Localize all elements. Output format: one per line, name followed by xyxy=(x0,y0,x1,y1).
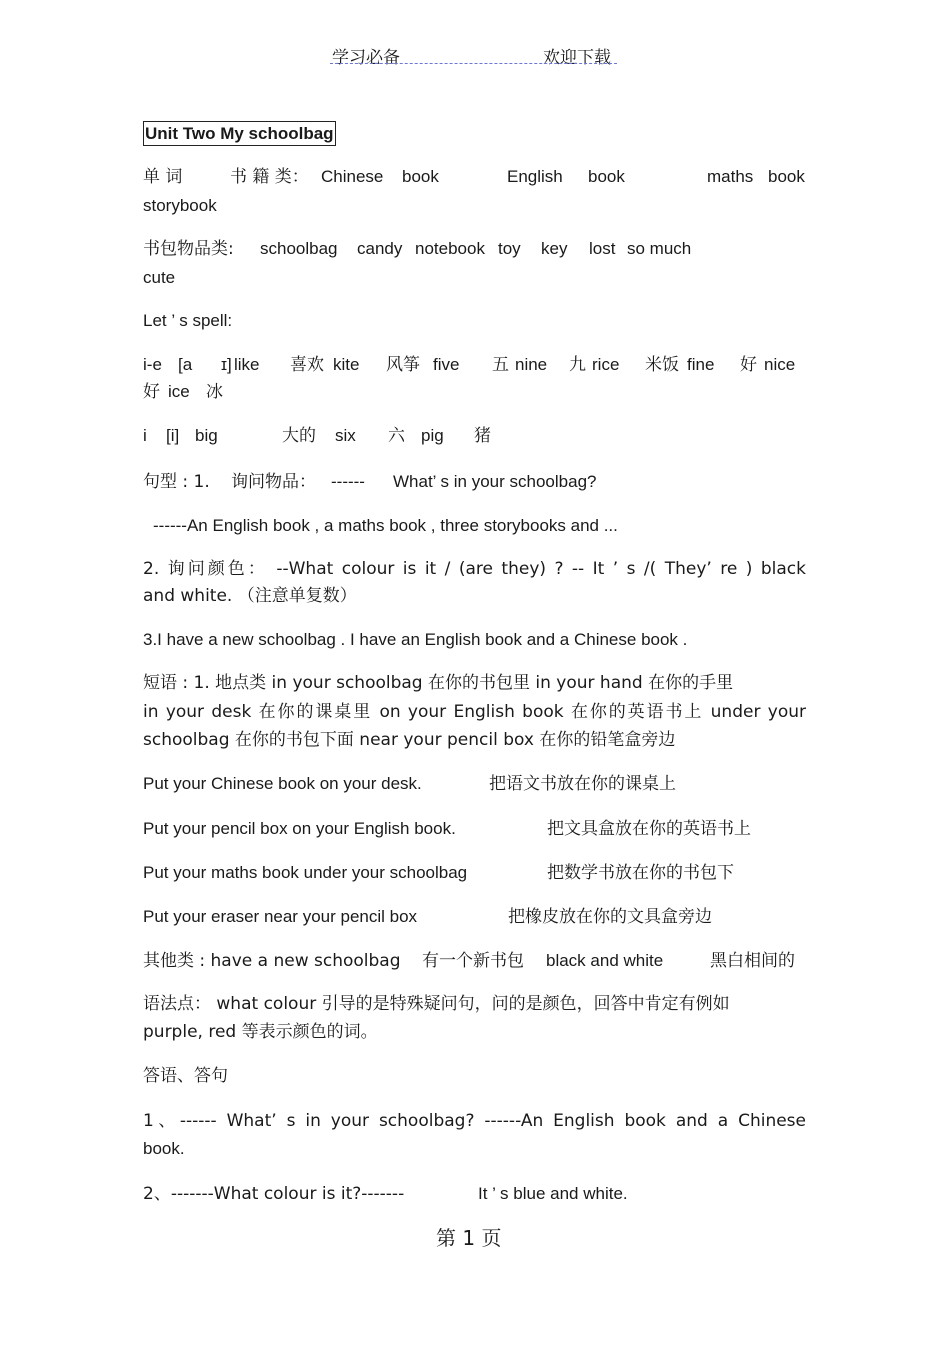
page-number: 第 1 页 xyxy=(436,1226,502,1250)
others-label: 其他类 : have a new schoolbag xyxy=(143,951,401,971)
phonics-meaning: 喜欢 xyxy=(290,355,324,375)
phonics-meaning: 米饭 xyxy=(645,355,679,375)
phonics-meaning: 好 xyxy=(143,382,160,402)
answers-heading: 答语、答句 xyxy=(143,1066,228,1086)
vocab-word: book xyxy=(402,167,439,186)
phonics-ipa: ɪ] xyxy=(221,355,232,374)
sentence-label: 句型 : 1. xyxy=(143,472,210,492)
command-english: Put your maths book under your schoolbag xyxy=(143,863,468,882)
sentence-dash: ------ xyxy=(331,472,365,491)
answer-line: book. xyxy=(143,1139,185,1158)
others-meaning: 有一个新书包 xyxy=(422,951,524,971)
header-left-text: 学习必备 xyxy=(332,48,400,68)
vocab-word: book xyxy=(588,167,625,186)
bag-item: candy xyxy=(357,239,403,258)
header-divider xyxy=(330,63,617,64)
phrases-line: in your desk 在你的课桌里 on your English book 在你的英语书上 under your xyxy=(143,702,806,722)
phonics-ipa: [i] xyxy=(166,426,180,445)
others-meaning: 黑白相间的 xyxy=(710,951,795,971)
page-title: Unit Two My schoolbag xyxy=(143,121,336,146)
sentence-type: 询问物品： xyxy=(231,472,316,492)
grammar-line: 语法点： what colour 引导的是特殊疑问句，问的是颜色，回答中肯定有例如 xyxy=(143,994,730,1014)
bag-item: toy xyxy=(498,239,521,258)
command-english: Put your Chinese book on your desk. xyxy=(143,774,422,793)
phonics-meaning: 九 xyxy=(569,355,586,375)
command-chinese: 把数学书放在你的书包下 xyxy=(547,863,734,883)
phonics-pattern: i xyxy=(143,426,147,445)
bag-item: lost xyxy=(589,239,616,258)
sentence-example: 3.I have a new schoolbag . I have an English book and a Chinese book . xyxy=(143,630,688,649)
vocab-word: Chinese xyxy=(321,167,384,186)
vocab-word: maths xyxy=(707,167,754,186)
phonics-meaning: 五 xyxy=(492,355,509,375)
vocab-word: English xyxy=(507,167,563,186)
bag-item: cute xyxy=(143,268,176,287)
phonics-word: ice xyxy=(168,382,190,401)
spell-heading: Let ’ s spell: xyxy=(143,311,233,330)
phonics-word: five xyxy=(433,355,460,374)
bag-item: notebook xyxy=(415,239,485,258)
phonics-meaning: 风筝 xyxy=(386,355,420,375)
phonics-word: fine xyxy=(687,355,715,374)
command-chinese: 把文具盒放在你的英语书上 xyxy=(547,819,751,839)
vocab-word: book xyxy=(768,167,805,186)
phonics-word: like xyxy=(234,355,260,374)
sentence-question: What’ s in your schoolbag? xyxy=(393,472,597,491)
vocab-word: storybook xyxy=(143,196,217,215)
vocab-category: 书 籍 类： xyxy=(230,167,309,187)
phonics-pattern: i-e xyxy=(143,355,162,374)
phonics-word: nice xyxy=(764,355,796,374)
command-english: Put your pencil box on your English book. xyxy=(143,819,456,838)
phonics-word: pig xyxy=(421,426,444,445)
phrases-line: 短语 : 1. 地点类 in your schoolbag 在你的书包里 in your hand 在你的手里 xyxy=(143,673,734,693)
phonics-meaning: 猪 xyxy=(474,426,491,446)
phonics-meaning: 好 xyxy=(740,355,757,375)
phonics-meaning: 冰 xyxy=(206,382,223,402)
command-chinese: 把语文书放在你的课桌上 xyxy=(489,774,676,794)
phonics-meaning: 大的 xyxy=(282,426,316,446)
phrases-line: schoolbag 在你的书包下面 near your pencil box 在你的铅笔盒旁边 xyxy=(143,730,676,750)
phonics-ipa: [a xyxy=(178,355,193,374)
sentence-answer: ------An English book , a maths book , three storybooks and ... xyxy=(153,516,618,535)
phonics-word: big xyxy=(195,426,218,445)
bag-item: schoolbag xyxy=(260,239,338,258)
phonics-meaning: 六 xyxy=(388,426,405,446)
command-english: Put your eraser near your pencil box xyxy=(143,907,418,926)
phonics-word: nine xyxy=(515,355,548,374)
answer-line: It ’ s blue and white. xyxy=(478,1184,628,1203)
answer-line: 2、-------What colour is it?------- xyxy=(143,1184,405,1204)
answer-line: 1、------ What’ s in your schoolbag? ------An English book and a Chinese xyxy=(143,1111,806,1131)
vocab-label: 单 词 xyxy=(143,167,183,187)
bag-items-label: 书包物品类: xyxy=(143,239,234,259)
bag-item: so much xyxy=(627,239,692,258)
bag-item: key xyxy=(541,239,568,258)
sentence-colour-note: and white. （注意单复数） xyxy=(143,586,357,606)
phonics-word: six xyxy=(335,426,356,445)
sentence-colour-question: 2. 询问颜色： --What colour is it / (are they) ? -- It ’ s /( They’ re ) black xyxy=(143,559,806,579)
phonics-word: kite xyxy=(333,355,360,374)
header-right-text: 欢迎下载 xyxy=(543,48,611,68)
others-phrase: black and white xyxy=(546,951,664,970)
grammar-line: purple, red 等表示颜色的词。 xyxy=(143,1022,378,1042)
phonics-word: rice xyxy=(592,355,620,374)
command-chinese: 把橡皮放在你的文具盒旁边 xyxy=(508,907,712,927)
